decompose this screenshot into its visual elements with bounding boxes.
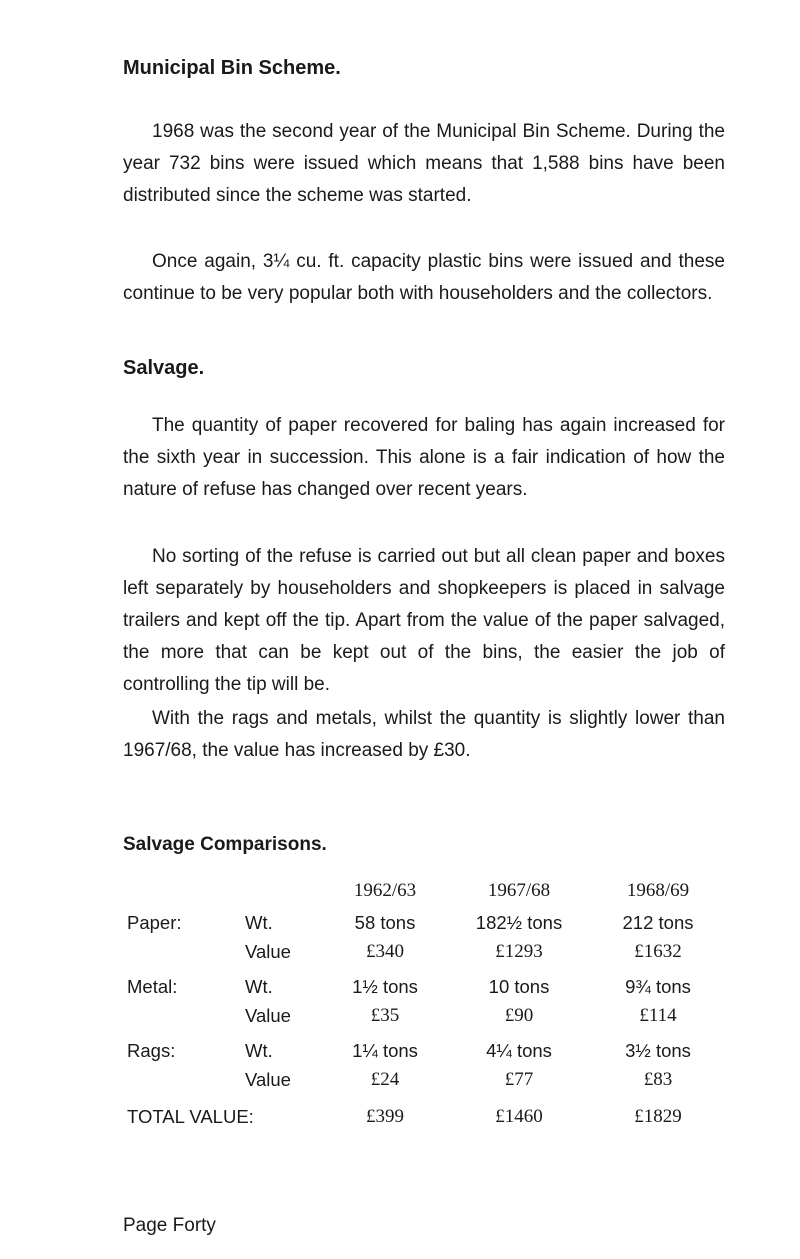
row-category: Metal: (127, 976, 178, 997)
table-cell: 3½ tons (625, 1040, 691, 1061)
table-cell: £24 (370, 1069, 400, 1090)
table-cell: 58 tons (354, 912, 416, 933)
table-cell: 10 tons (488, 976, 550, 997)
row-category: Paper: (127, 912, 182, 933)
total-cell: £1460 (495, 1106, 543, 1127)
paragraph-salvage-2: No sorting of the refuse is carried out but all clean paper and boxes left separately by householders and shopkeepers is placed in salvage trailers and kept off the tip. Apart from the value of the paper salvaged, the more that can be kept out of the bins, the easier the job of controlling the tip will be. (123, 546, 725, 695)
paragraph-bin-2: Once again, 3¼ cu. ft. capacity plastic bins were issued and these continue to be very popular both with householders and the collectors. (123, 251, 725, 304)
table-cell: £77 (504, 1069, 534, 1090)
row-measure: Wt. (245, 976, 273, 997)
paragraph-salvage-3: With the rags and metals, whilst the quantity is slightly lower than 1967/68, the value has increased by £30. (123, 708, 725, 761)
row-measure: Value (245, 941, 291, 962)
table-cell: £90 (504, 1005, 534, 1026)
column-header: 1962/63 (353, 880, 417, 901)
table-cell: £114 (639, 1005, 677, 1026)
column-header: 1967/68 (487, 880, 551, 901)
row-measure: Value (245, 1005, 291, 1026)
table-cell: £1632 (634, 941, 682, 962)
row-measure: Value (245, 1069, 291, 1090)
table-cell: £340 (366, 941, 404, 962)
page-footer: Page Forty (123, 1215, 216, 1236)
table-cell: 1½ tons (352, 976, 418, 997)
table-cell: £35 (370, 1005, 400, 1026)
table-cell: 4¼ tons (486, 1040, 552, 1061)
section-heading-bin-scheme: Municipal Bin Scheme. (123, 57, 341, 79)
total-cell: £1829 (634, 1106, 682, 1127)
table-cell: £1293 (495, 941, 543, 962)
table-cell: 182½ tons (475, 912, 563, 933)
row-category: Rags: (127, 1040, 176, 1061)
paragraph-salvage-1: The quantity of paper recovered for baling has again increased for the sixth year in succession. This alone is a fair indication of how the nature of refuse has changed over recent years. (123, 415, 725, 500)
paragraph-bin-1: 1968 was the second year of the Municipal Bin Scheme. During the year 732 bins were issued which means that 1,588 bins have been distributed since the scheme was started. (123, 121, 725, 206)
section-heading-salvage: Salvage. (123, 357, 205, 379)
table-cell: 1¼ tons (352, 1040, 418, 1061)
row-measure: Wt. (245, 1040, 273, 1061)
column-header: 1968/69 (626, 880, 690, 901)
total-label: TOTAL VALUE: (127, 1106, 254, 1127)
table-title: Salvage Comparisons. (123, 834, 327, 855)
table-cell: £83 (643, 1069, 673, 1090)
table-cell: 212 tons (622, 912, 694, 933)
table-cell: 9¾ tons (625, 976, 691, 997)
total-cell: £399 (366, 1106, 404, 1127)
row-measure: Wt. (245, 912, 273, 933)
